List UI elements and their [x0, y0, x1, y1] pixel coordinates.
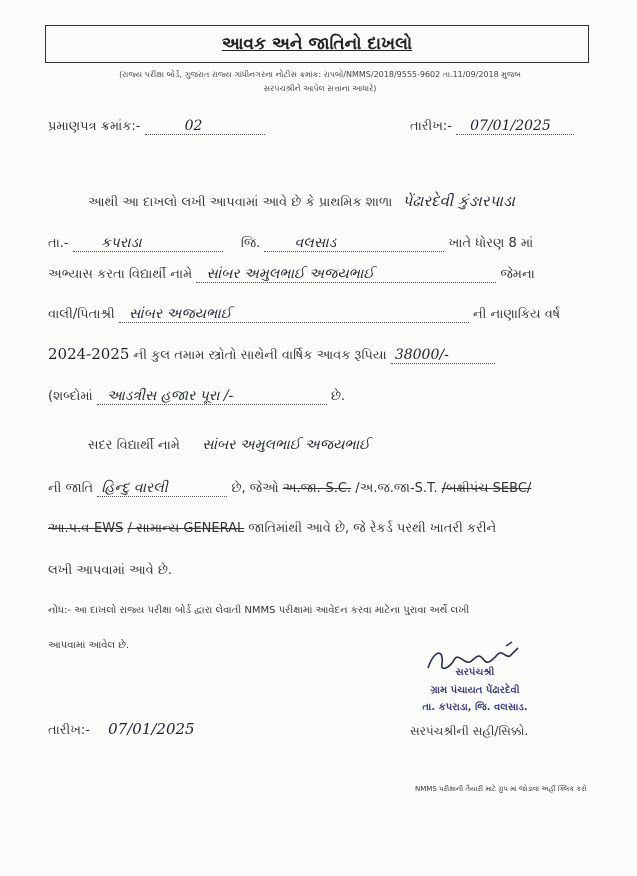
para1-text1: આથી આ દાખલો લખી આપવામાં આવે છે કે પ્રાથમિક શાળા — [88, 195, 393, 210]
para2-line2 — [48, 480, 531, 497]
bottom-date-label: તારીખ:- — [48, 723, 90, 738]
parent-name: સાંબર અજયભાઈ — [128, 306, 232, 322]
bottom-date-row — [48, 720, 195, 738]
signature-label: સરપંચશ્રીની સહી/સિક્કો. — [410, 724, 529, 738]
caste-label: ની જાતિ — [48, 481, 94, 496]
words-end: છે. — [330, 389, 346, 404]
para1-line1 — [88, 192, 515, 210]
cert-no-value: 02 — [184, 118, 203, 134]
option-ews: આ.પ.વ-EWS — [48, 521, 124, 536]
reference-line-1: (રાજ્ય પરીક્ષા બોર્ડ, ગુજરાત રાજ્ય ગાંધીનગરના નોટીસ ક્રમાંક: રાપબો/NMMS/2018/9555-9602 તા.11/09/2018 મુજબ — [119, 70, 521, 79]
stamp-panchayat: ગ્રામ પંચાયત પેંઢારદેવી — [430, 685, 520, 696]
taluka-value: કપરાડા — [100, 235, 142, 251]
para2-text1: સદર વિદ્યાર્થી નામે — [88, 438, 180, 453]
para1-text4: જેમના — [500, 267, 535, 282]
date-label: તારીખ:- — [410, 119, 452, 134]
district-label: જિ. — [240, 236, 261, 251]
words-label: (શબ્દોમાં — [48, 389, 93, 404]
document-title: આવક અને જાતિનો દાખલો — [221, 34, 413, 54]
para1-line3 — [48, 266, 535, 283]
para1-text3: અભ્યાસ કરતા વિદ્યાર્થી નામે — [48, 267, 193, 282]
financial-year: 2024-2025 — [48, 345, 130, 363]
student-name: સાંબર અમુલભાઈ અજયભાઈ — [206, 266, 375, 282]
note-line-1: નોંધ:- આ દાખલો રાજ્ય પરીક્ષા બોર્ડ દ્વારા લેવાતી NMMS પરીક્ષામાં આવેદન કરવા માટેના પુરાવા અર્થે લખી — [48, 605, 470, 616]
para2-line3 — [48, 521, 496, 536]
reference-line-2: સરપંચશ્રીને આપેલ સત્તાના આધારે) — [263, 84, 377, 93]
school-name: પેંઢારદેવી કુંઙારપાડા — [402, 192, 515, 210]
bottom-date-value: 07/01/2025 — [108, 720, 195, 738]
para1-line4 — [48, 306, 560, 323]
taluka-label: તા.- — [48, 236, 69, 251]
para1-line6 — [48, 388, 345, 405]
option-st: /અ.જ.જા-S.T. — [355, 481, 438, 496]
district-value: વલસાડ — [294, 235, 337, 251]
option-general: / સામાન્ય GENERAL — [127, 521, 245, 536]
cert-no-label: પ્રમાણપત્ર ક્રમાંક:- — [48, 119, 141, 134]
date-row — [410, 118, 574, 135]
cert-no-row — [48, 118, 265, 135]
para2-line1 — [88, 437, 370, 453]
stamp-title: સરપંચશ્રી — [455, 667, 495, 678]
stamp-address: તા. કપરાડા, જિ. વલસાડ. — [422, 702, 528, 713]
para2-text2: છે, જેઓ — [231, 481, 279, 496]
date-value: 07/01/2025 — [470, 118, 551, 134]
note-line-2: આપવામાં આવેલ છે. — [48, 640, 130, 651]
para1-text5: ની નાણાકિય વર્ષ — [472, 307, 561, 322]
title-box — [45, 25, 589, 63]
para1-line2 — [48, 235, 533, 252]
para1-text2: ખાતે ધોરણ 8 માં — [448, 236, 534, 251]
para2-text3: જાતિમાંથી આવે છે, જે રેકર્ડ પરથી ખાતરી કરીને — [248, 521, 497, 536]
parent-label: વાલી/પિતાશ્રી — [48, 307, 115, 322]
option-sebc: /બક્ષીપંચ SEBC/ — [441, 481, 532, 496]
income-amount: 38000/- — [394, 347, 449, 363]
para1-line5 — [48, 345, 495, 364]
option-sc: અ.જા.-S.C. — [282, 481, 352, 496]
footer-link[interactable]: NMMS પરીક્ષાની તૈયારી માટે ગ્રુપ માં જોડાવા અહીં ક્લિક કરો — [415, 785, 587, 793]
para2-line4: લખી આપવામાં આવે છે. — [48, 563, 173, 578]
para1-text6: ની કુલ તમામ સ્ત્રોતો સાથેની વાર્ષિક આવક રૂપિયા — [133, 348, 387, 363]
para2-student-name: સાંબર અમુલભાઈ અજયભાઈ — [202, 437, 370, 453]
amount-in-words: આડત્રીસ હજાર પૂરા /- — [106, 388, 234, 404]
caste-value: હિન્દુ વારલી — [101, 480, 168, 496]
